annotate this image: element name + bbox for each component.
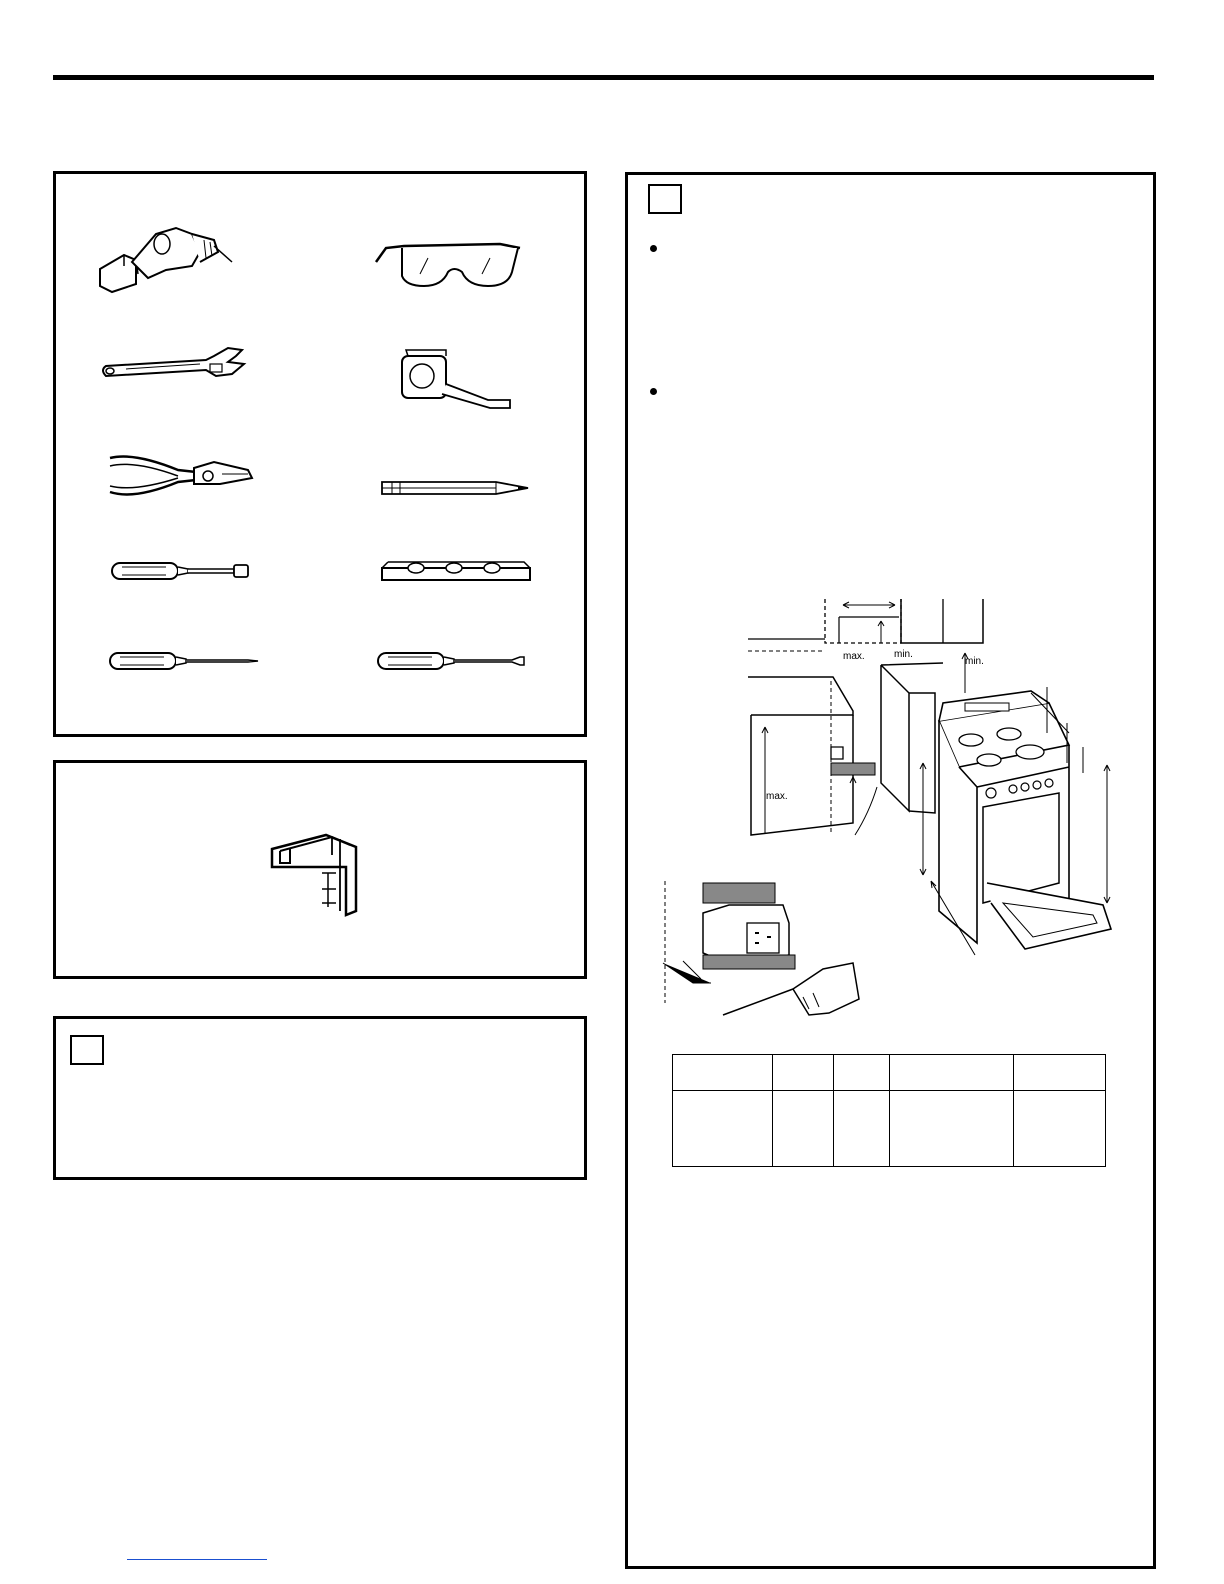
dimension-label-max: max. bbox=[843, 651, 865, 662]
bullet-point bbox=[650, 388, 657, 395]
flat-screwdriver-icon bbox=[374, 648, 534, 674]
step-number-box bbox=[70, 1035, 104, 1065]
table-cell bbox=[890, 1091, 1013, 1167]
table-cell bbox=[772, 1055, 833, 1091]
step-panel-left bbox=[53, 1016, 587, 1180]
drill-icon bbox=[96, 222, 256, 302]
dimension-label-min: min. bbox=[894, 649, 913, 660]
table-cell bbox=[890, 1055, 1013, 1091]
anti-tip-bracket-icon bbox=[266, 827, 366, 917]
table-header-row bbox=[673, 1055, 1106, 1091]
dimension-label-max-lower: max. bbox=[766, 791, 788, 802]
nut-driver-icon bbox=[108, 558, 258, 584]
tape-measure-icon bbox=[386, 346, 526, 416]
top-rule bbox=[53, 75, 1154, 80]
bullet-point bbox=[650, 245, 657, 252]
step-panel-right bbox=[625, 172, 1156, 1569]
safety-glasses-icon bbox=[372, 232, 532, 292]
table-row bbox=[673, 1091, 1106, 1167]
tools-panel bbox=[53, 171, 587, 737]
step-number-box bbox=[648, 184, 682, 214]
phillips-screwdriver-icon bbox=[106, 648, 266, 674]
pliers-icon bbox=[104, 448, 264, 504]
pencil-icon bbox=[378, 474, 538, 498]
table-cell bbox=[673, 1055, 773, 1091]
table-cell bbox=[834, 1055, 890, 1091]
table-cell bbox=[673, 1091, 773, 1167]
level-icon bbox=[378, 556, 538, 586]
adjustable-wrench-icon bbox=[96, 342, 256, 390]
footer-link-underline[interactable] bbox=[127, 1559, 267, 1560]
dimensions-table bbox=[672, 1054, 1106, 1167]
table-cell bbox=[834, 1091, 890, 1167]
table-cell bbox=[1013, 1091, 1105, 1167]
table-cell bbox=[772, 1091, 833, 1167]
table-cell bbox=[1013, 1055, 1105, 1091]
parts-panel bbox=[53, 760, 587, 979]
dimension-label-min-right: min. bbox=[965, 656, 984, 667]
